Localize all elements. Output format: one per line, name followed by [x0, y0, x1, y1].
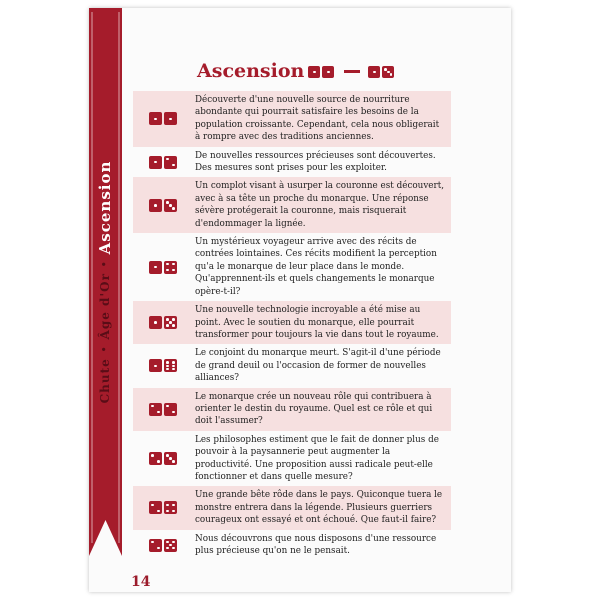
section-header: [197, 60, 396, 82]
die-face-2-icon: [149, 501, 162, 514]
die-face-4-icon: [164, 501, 177, 514]
die-face-1-icon: [308, 66, 320, 78]
die-face-2-icon: [164, 156, 177, 169]
die-face-1-icon: [149, 199, 162, 212]
section-title: Ascension: [197, 60, 305, 82]
roll-dice: [133, 112, 195, 125]
ribbon-separator: •: [100, 345, 110, 353]
event-text: Un mystérieux voyageur arrive avec des récits de contrées lointaines. Ces récits modifient la perception qu'a le monarque de leur place dans le monde. Qu'apprennent-ils et quels changements le monarque opère-t-il?: [195, 237, 437, 297]
roll-dice: [133, 199, 195, 212]
roll-dice: [133, 156, 195, 169]
die-face-1-icon: [149, 316, 162, 329]
table-row: [133, 486, 451, 529]
die-face-1-icon: [149, 112, 162, 125]
table-row: [133, 530, 451, 561]
roll-dice: [133, 316, 195, 329]
event-text: Une nouvelle technologie incroyable a été mise au point. Avec le soutien du monarque, elle pourrait transformer pour toujours la vie dans tout le royaume.: [195, 305, 439, 340]
event-text: Une grande bête rôde dans le pays. Quiconque tuera le monstre entrera dans la légende. Plusieurs guerriers courageux ont essayé et ont échoué. Que faut-il faire?: [195, 490, 443, 526]
event-table: [133, 91, 451, 560]
die-face-3-icon: [382, 66, 394, 78]
range-dash: [344, 70, 360, 73]
event-text: De nouvelles ressources précieuses sont découvertes. Des mesures sont prises pour les exploiter.: [195, 150, 436, 174]
table-row: [133, 431, 451, 487]
event-text: Un complot visant à usurper la couronne est découvert, avec à sa tête un proche du monarque. Une réponse sévère protégerait la couronne, mais risquerait d'endommager la lignée.: [195, 181, 445, 229]
table-row: [133, 344, 451, 387]
roll-dice: [133, 501, 195, 514]
die-face-1-icon: [149, 156, 162, 169]
chapter-ribbon: [89, 8, 122, 556]
die-face-3-icon: [164, 199, 177, 212]
die-face-4-icon: [164, 261, 177, 274]
table-row: [133, 177, 451, 233]
event-text: Le monarque crée un nouveau rôle qui contribuera à orienter le destin du royaume. Quel est ce rôle et qui doit l'assumer?: [195, 391, 433, 427]
table-row: [133, 233, 451, 301]
ribbon-item-age-dor: Âge d'Or: [98, 273, 112, 340]
table-row: [133, 388, 451, 431]
event-text: Découverte d'une nouvelle source de nourriture abondante qui pourrait satisfaire les besoins de la population croissante. Cependant, cela nous obligerait à rompre avec des traditions anciennes.: [195, 95, 440, 143]
die-face-5-icon: [164, 316, 177, 329]
die-face-1-icon: [149, 261, 162, 274]
ribbon-item-ascension: Ascension: [96, 160, 114, 255]
table-row: [133, 301, 451, 344]
die-face-2-icon: [149, 452, 162, 465]
die-face-6-icon: [164, 359, 177, 372]
die-face-1-icon: [322, 66, 334, 78]
die-face-1-icon: [149, 359, 162, 372]
event-text: Le conjoint du monarque meurt. S'agit-il d'une période de grand deuil ou l'occasion de former de nouvelles alliances?: [195, 348, 441, 384]
event-text: Les philosophes estiment que le fait de donner plus de pouvoir à la paysannerie peut augmenter la productivité. Une proposition aussi radicale peut-elle fonctionner et dans quelle mesure?: [195, 434, 439, 482]
range-start-dice: [308, 62, 336, 81]
page-number: 14: [131, 574, 151, 590]
table-row: [133, 91, 451, 147]
die-face-1-icon: [164, 112, 177, 125]
event-text: Nous découvrons que nous disposons d'une ressource plus précieuse qu'on ne le pensait.: [195, 533, 437, 556]
die-face-2-icon: [149, 403, 162, 416]
roll-dice: [133, 452, 195, 465]
ribbon-item-chute: Chute: [98, 358, 112, 404]
roll-dice: [133, 403, 195, 416]
die-face-5-icon: [164, 539, 177, 552]
book-page: [89, 8, 511, 592]
die-face-2-icon: [164, 403, 177, 416]
die-face-1-icon: [368, 66, 380, 78]
die-face-2-icon: [149, 539, 162, 552]
roll-dice: [133, 539, 195, 552]
table-row: [133, 147, 451, 178]
roll-dice: [133, 359, 195, 372]
die-face-3-icon: [164, 452, 177, 465]
range-end-dice: [368, 62, 396, 81]
roll-dice: [133, 261, 195, 274]
ribbon-labels: [96, 161, 114, 404]
ribbon-separator: •: [100, 260, 110, 268]
